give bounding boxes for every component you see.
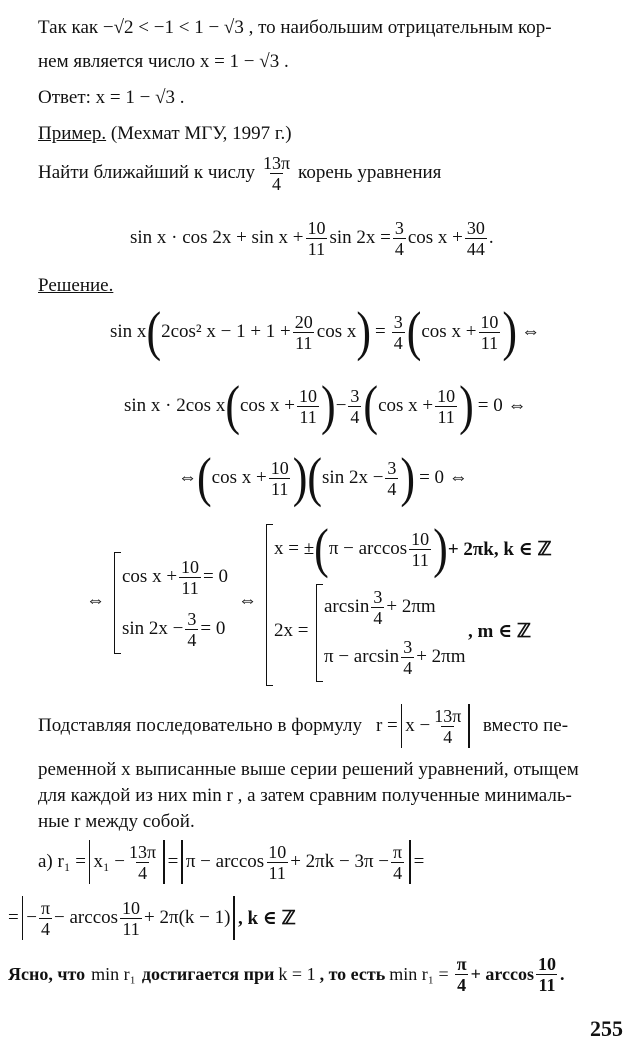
eq6-frac-2	[120, 898, 142, 939]
eq5-frac-2	[266, 842, 288, 883]
s1b: π − arccos	[328, 538, 408, 559]
den: 11	[271, 478, 289, 499]
eq5-frac-3	[391, 842, 404, 883]
solution-label: Решение.	[38, 275, 114, 296]
abs-bar-left	[401, 704, 403, 748]
para1-line2: нем является число x = 1 − √3 .	[38, 51, 289, 72]
eq6-a: =	[8, 907, 19, 928]
eq1-frac-3	[465, 218, 487, 259]
abs-bar	[89, 840, 91, 884]
eq2-frac-2	[392, 312, 405, 353]
equation-3	[124, 374, 527, 436]
den: 11	[181, 577, 199, 598]
r1a: cos x +	[122, 566, 178, 587]
den: 4	[393, 332, 403, 353]
paren-open: (	[197, 446, 212, 508]
s1c: + 2πk, k ∈ ℤ	[447, 538, 552, 560]
eq3-frac-3	[435, 386, 457, 427]
frac-num: 13π	[262, 152, 291, 173]
num: 10	[181, 556, 200, 577]
num: 10	[480, 311, 499, 332]
sys-sub-2	[324, 634, 466, 680]
t2a: π − arcsin	[324, 646, 400, 667]
sys-frac	[371, 587, 384, 628]
paren-close: )	[502, 300, 518, 362]
page-number: 255	[590, 1016, 623, 1041]
eq6-e: , k ∈ ℤ	[237, 907, 296, 929]
paren-open: (	[225, 374, 240, 436]
r2a: sin 2x −	[122, 618, 184, 639]
para2-suffix: вместо пе-	[482, 715, 569, 736]
t1a: arcsin	[324, 596, 370, 617]
den: 4	[373, 607, 383, 628]
eq2-frac-3	[478, 312, 500, 353]
final-g: + arccos	[470, 963, 534, 984]
den: 4	[393, 862, 403, 883]
equation-4	[178, 446, 468, 508]
eq4-a: ⇔	[178, 467, 197, 488]
para2-frac	[432, 706, 463, 747]
num: 10	[299, 385, 318, 406]
num: 13π	[129, 841, 157, 862]
eq2-c: cos x	[316, 321, 357, 342]
eq2-e: cos x +	[421, 321, 477, 342]
equation-6	[8, 892, 296, 944]
final-frac-1	[455, 954, 469, 995]
final-f: min r₁ =	[389, 963, 449, 984]
den: 4	[457, 974, 467, 995]
paren-open: (	[314, 517, 329, 579]
eq3-frac-1	[297, 386, 319, 427]
num: 20	[294, 311, 313, 332]
abs-bar	[181, 840, 183, 884]
den: 11	[307, 238, 326, 259]
eq4-frac-1	[269, 458, 291, 499]
den: 11	[299, 406, 317, 427]
eq1-frac-1	[305, 218, 327, 259]
den: 4	[138, 862, 148, 883]
num: 30	[466, 217, 485, 238]
final-b: min r₁	[91, 963, 136, 984]
paren-close: )	[321, 374, 336, 436]
den: 4	[350, 406, 360, 427]
final-e: , то есть	[319, 963, 386, 984]
answer-label: Ответ:	[38, 87, 91, 108]
equation-2	[110, 300, 541, 362]
final-frac-2	[536, 954, 558, 995]
eq5-g: =	[413, 851, 425, 872]
para2-line2: ременной x выписанные выше серии решений уравнений, отыщем	[38, 759, 579, 780]
final-statement	[8, 948, 564, 1000]
eq3-c: −	[335, 395, 347, 416]
num: 10	[122, 897, 141, 918]
t1b: + 2πm	[386, 596, 436, 617]
num: 3	[403, 636, 413, 657]
num: 10	[270, 457, 289, 478]
sys-row-1	[122, 554, 228, 600]
den: 4	[387, 478, 397, 499]
abs-bar	[409, 840, 411, 884]
num: 10	[537, 953, 556, 974]
final-d: k = 1	[278, 963, 316, 984]
sys-frac	[179, 557, 201, 598]
r2b: = 0	[200, 618, 226, 639]
final-h: .	[559, 963, 565, 984]
sys-arrow-1: ⇔	[86, 590, 105, 611]
answer-value: x = 1 − √3 .	[95, 87, 185, 108]
task-fraction	[261, 153, 292, 194]
eq4-frac-2	[385, 458, 398, 499]
paren-open: (	[146, 300, 162, 362]
num: 10	[411, 528, 430, 549]
eq5-b: x₁ −	[93, 851, 126, 872]
den: 11	[437, 406, 455, 427]
den: 11	[295, 332, 313, 353]
den: 11	[122, 918, 140, 939]
task-prefix: Найти ближайший к числу	[38, 162, 255, 183]
num: 13π	[434, 705, 462, 726]
sys-row-2	[122, 606, 225, 652]
para1-line1: Так как −√2 < −1 < 1 − √3 , то наибольшим отрицательным кор-	[38, 17, 552, 38]
eq5-e: + 2πk − 3π −	[290, 851, 390, 872]
den: 4	[403, 657, 413, 678]
eq2-a: sin x	[110, 321, 147, 342]
paren-open: (	[307, 446, 323, 508]
sys-solution-2-domain: , m ∈ ℤ	[468, 621, 532, 642]
num: 10	[268, 841, 287, 862]
abs-bar	[233, 896, 235, 940]
abs-bar	[22, 896, 24, 940]
eq4-d: = 0 ⇔	[419, 467, 468, 488]
eq1-frac-2	[393, 218, 406, 259]
eq6-d: + 2π(k − 1)	[144, 907, 231, 928]
para2-line4: ные r между собой.	[38, 811, 195, 832]
example-header	[38, 122, 292, 146]
eq4-c: sin 2x −	[322, 467, 384, 488]
sys-sub-1	[324, 584, 436, 630]
eq2-d: =	[375, 321, 386, 342]
abs-bar-right	[468, 704, 470, 748]
eq1-left: sin x · cos 2x + sin x +	[130, 227, 304, 248]
equation-1	[130, 214, 494, 262]
sys-arrow-2: ⇔	[238, 590, 257, 611]
num: 10	[307, 217, 326, 238]
sys-solution-2-label: 2x =	[274, 620, 309, 641]
final-c: достигается при	[141, 963, 275, 984]
r1b: = 0	[203, 566, 229, 587]
sys-solution-1	[274, 517, 552, 579]
num: π	[40, 897, 51, 918]
paren-close: )	[400, 446, 416, 508]
eq3-frac-2	[348, 386, 361, 427]
paren-close: )	[292, 446, 308, 508]
sys-frac	[409, 529, 431, 570]
paren-close: )	[459, 374, 474, 436]
den: 4	[443, 726, 453, 747]
sys-frac	[185, 609, 198, 650]
eq2-frac-1	[293, 312, 315, 353]
den: 11	[411, 549, 429, 570]
num: 3	[393, 311, 403, 332]
abs-bar	[163, 840, 165, 884]
den: 4	[187, 629, 197, 650]
den: 44	[466, 238, 485, 259]
eq3-b: cos x +	[239, 395, 296, 416]
final-a: Ясно, что	[8, 963, 86, 984]
para2-line1	[38, 700, 568, 752]
eq6-frac-1	[39, 898, 52, 939]
eq6-b: −	[26, 907, 37, 928]
eq3-a: sin x · 2cos x	[124, 395, 226, 416]
equation-5	[38, 836, 424, 888]
eq5-a: а) r₁ =	[38, 851, 86, 872]
frac-den: 4	[272, 173, 281, 194]
paren-open: (	[406, 300, 422, 362]
paren-open: (	[363, 374, 379, 436]
eq3-d: cos x +	[378, 395, 434, 416]
bracket-2	[266, 524, 273, 686]
den: 4	[394, 238, 404, 259]
formula-lhs: r =	[375, 715, 398, 736]
eq1-mid: sin 2x =	[329, 227, 391, 248]
answer-line	[38, 86, 185, 110]
eq5-c: =	[167, 851, 179, 872]
s1a: x = ±	[274, 538, 315, 559]
num: 10	[437, 385, 456, 406]
num: 3	[350, 385, 360, 406]
eq5-frac-1	[127, 842, 158, 883]
paren-close: )	[433, 517, 448, 579]
num: π	[393, 841, 403, 862]
eq2-g: ⇔	[521, 321, 541, 342]
eq3-e: = 0 ⇔	[477, 395, 527, 416]
num: 3	[373, 586, 383, 607]
num: 3	[387, 457, 397, 478]
den: 11	[480, 332, 499, 353]
t2b: + 2πm	[416, 646, 466, 667]
den: 11	[268, 862, 286, 883]
task-line	[38, 150, 441, 196]
eq2-b: 2cos² x − 1 + 1 +	[161, 321, 291, 342]
eq1-end: .	[488, 227, 494, 248]
eq1-mid2: cos x +	[407, 227, 463, 248]
eq5-d: π − arccos	[185, 851, 265, 872]
paren-close: )	[356, 300, 371, 362]
eq6-c: − arccos	[54, 907, 119, 928]
bracket-1	[114, 552, 121, 654]
num: 3	[394, 217, 404, 238]
para2-prefix: Подставляя последовательно в формулу	[38, 715, 362, 736]
num: π	[456, 953, 467, 974]
eq4-b: cos x +	[211, 467, 267, 488]
bracket-3	[316, 584, 323, 682]
den: 11	[538, 974, 556, 995]
num: 3	[187, 608, 197, 629]
para2-line3: для каждой из них min r , а затем сравним полученные минималь-	[38, 785, 572, 806]
formula-body: x −	[405, 715, 431, 736]
den: 4	[40, 918, 50, 939]
example-label: Пример.	[38, 123, 107, 144]
sys-frac	[401, 637, 414, 678]
task-suffix: корень уравнения	[298, 162, 442, 183]
example-source: (Мехмат МГУ, 1997 г.)	[110, 123, 292, 144]
